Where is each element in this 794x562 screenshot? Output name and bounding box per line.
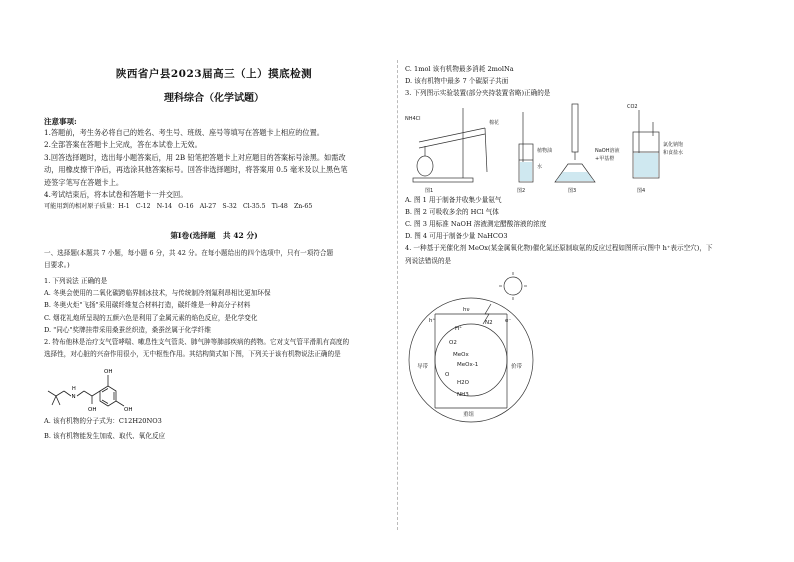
fig4-caption: 图4 xyxy=(637,187,646,194)
nh4cl-label: NH4Cl xyxy=(405,115,421,122)
meox-label: MeOx xyxy=(453,351,469,358)
nacl-label-1: 氯化钠饱 xyxy=(663,141,684,148)
fig1-caption: 图1 xyxy=(425,187,434,194)
water-label: 水 xyxy=(537,163,543,170)
chongzu-label: 重组 xyxy=(463,411,475,418)
nh-label: H xyxy=(72,386,76,393)
n-label: N xyxy=(71,394,76,401)
notes-heading: 注意事项: xyxy=(44,117,77,126)
terbutaline-structure xyxy=(44,361,384,415)
hv-label: hν xyxy=(463,306,470,313)
hole-label: h⁺ xyxy=(429,317,436,324)
meox1-label: MeOx-1 xyxy=(457,361,479,368)
photocatalysis-diagram xyxy=(405,270,755,426)
note-line: 1.答题前，考生务必将自己的姓名、考生号、班级、座号等填写在答题卡上相应的位置。 xyxy=(44,128,324,137)
q2-stem-line: 2. 特布他林是治疗支气管哮喘、嗽息性支气管炎、肺气肿等肺部疾病的药物。它对支气管平滑肌有高度的 xyxy=(44,338,350,347)
section1-line: 一、选择题(本题共 7 小题，每小题 6 分，共 42 分。在每小题给出的四个选项中，只有一项符合题 xyxy=(44,248,334,257)
nacl-label-2: 和食盐水 xyxy=(663,149,684,156)
daodai-label: 导带 xyxy=(417,363,429,370)
note-line: 4.考试结束后，将本试卷和答题卡一并交回。 xyxy=(44,190,188,200)
q1-option-a: A. 冬奥会使用的二氧化碳跨临界制冰技术，与传统制冷剂氟利昂相比更加环保 xyxy=(44,289,271,298)
q4-stem-line: 列说法错误的是 xyxy=(405,256,452,265)
q3-option-d: D. 图 4 可用于制备少量 NaHCO3 xyxy=(405,232,508,241)
q2-stem-line: 选择性，对心脏的兴奋作用很小，无中枢性作用。其结构简式如下图，下列关于该有机物说法正确的是 xyxy=(44,350,341,359)
q2-option-c: C. 1mol 该有机物最多消耗 2molNa xyxy=(405,65,514,73)
co2-label: CO2 xyxy=(627,103,638,110)
apparatus-figures xyxy=(405,102,750,194)
oh-bottom-label: OH xyxy=(124,407,133,414)
molecule-diagram xyxy=(44,361,164,415)
oh-chain-label: OH xyxy=(88,407,97,414)
hplus-label: H⁺ xyxy=(455,325,463,332)
q1-option-d: D. "同心"奖牌挂带采用桑蚕丝织造，桑蚕丝属于化学纤维 xyxy=(44,325,211,334)
q3-option-a: A. 图 1 用于制备并收集少量氨气 xyxy=(405,195,502,204)
column-divider xyxy=(397,60,398,530)
note-line: 迹签字笔写在答题卡上。 xyxy=(44,177,124,187)
note-line: 2.全部答案在答题卡上完成，答在本试卷上无效。 xyxy=(44,140,202,150)
indicator-label: +甲基橙 xyxy=(595,155,615,162)
jiadai-label: 价带 xyxy=(511,363,523,370)
oil-label: 植物油 xyxy=(537,147,553,154)
fig2-caption: 图2 xyxy=(517,187,526,194)
h2o-label: H2O xyxy=(457,379,469,386)
q2-option-a: A. 该有机物的分子式为：C12H20NO3 xyxy=(44,417,162,426)
q3-option-c: C. 图 3 用标准 NaOH 溶液测定醋酸溶液的浓度 xyxy=(405,220,547,229)
cotton-label: 棉花 xyxy=(489,119,500,126)
note-line: 动，用橡皮擦干净后，再选涂其他答案标号。回答非选择题时，将答案用 0.5 毫米及以上黑色笔 xyxy=(44,165,348,175)
nh3-label: NH3 xyxy=(457,391,469,398)
electron-label: e⁻ xyxy=(505,317,512,324)
fig3-caption: 图3 xyxy=(568,187,577,194)
q1-stem: 1. 下列说法 正确的是 xyxy=(44,277,108,286)
oh-top-label: OH xyxy=(104,369,113,376)
right-column xyxy=(405,63,755,426)
section1-line: 目要求。) xyxy=(44,260,70,269)
atomic-masses: 可能用到的相对原子质量：H-1 C-12 N-14 O-16 Al-27 S-32 Cl-35.5 Ti-48 Zn-65 xyxy=(44,203,313,211)
q4-stem-line: 4. 一种基于光催化剂 MeOx(某金属氧化物)催化氮还原制取氨的反应过程如图所示(图中 h⁺表示空穴)，下 xyxy=(405,244,713,253)
q1-option-b: B. 冬奥火炬"飞扬"采用碳纤维复合材料打造，碳纤维是一种高分子材料 xyxy=(44,301,251,310)
q1-option-c: C. 烟花礼炮所呈现的五颜六色是利用了金属元素的焰色反应，是化学变化 xyxy=(44,313,258,322)
n2-label: N2 xyxy=(485,319,493,326)
cycle-diagram xyxy=(405,270,750,426)
q3-figures xyxy=(405,102,755,194)
exam-title: 陕西省户县2023届高三（上）摸底检测 xyxy=(115,68,313,80)
o-label: O xyxy=(445,371,450,378)
naoh-label: NaOH溶液 xyxy=(595,147,620,154)
left-column xyxy=(44,66,384,442)
part1-title: 第Ⅰ卷(选择题 共 42 分) xyxy=(170,230,258,240)
o2-label: O2 xyxy=(449,339,457,346)
q3-option-b: B. 图 2 可吸收多余的 HCl 气体 xyxy=(405,207,499,216)
q2-option-d: D. 该有机物中最多 7 个碳原子共面 xyxy=(405,77,509,86)
exam-subtitle: 理科综合（化学试题） xyxy=(164,93,264,104)
note-line: 3.回答选择题时，选出每小题答案后，用 2B 铅笔把答题卡上对应题目的答案标号涂黑。如需改 xyxy=(44,152,346,162)
q2-option-b: B. 该有机物能发生加成、取代、氧化反应 xyxy=(44,431,166,440)
q3-stem: 3. 下列图示实验装置(部分夹持装置省略)正确的是 xyxy=(405,89,551,98)
